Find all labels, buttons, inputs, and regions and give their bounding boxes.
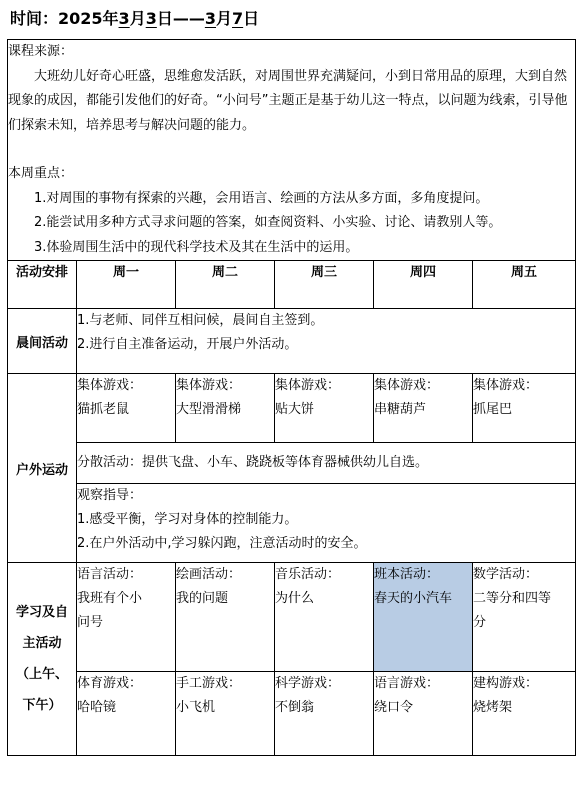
observe-cell	[77, 484, 576, 563]
focus-title: 本周重点：	[8, 166, 74, 181]
activity-title: 科学游戏：	[275, 676, 341, 691]
activity-title: 数学活动：	[473, 567, 539, 582]
outdoor-games-row	[8, 374, 576, 443]
learning-row-2	[8, 672, 576, 756]
game-name: 猫抓老鼠	[77, 402, 130, 417]
start-month: 3	[118, 9, 130, 28]
date-line	[10, 6, 259, 29]
game-name: 大型滑滑梯	[176, 402, 242, 417]
observe-item: 1.感受平衡，学习对身体的控制能力。	[77, 512, 298, 527]
observe-title: 观察指导：	[77, 488, 143, 503]
activity-name: 问号	[77, 615, 104, 630]
game-name: 串糖葫芦	[374, 402, 427, 417]
morning-line: 1.与老师、同伴互相问候，晨间自主签到。	[77, 313, 324, 328]
end-day: 7	[232, 9, 244, 28]
source-title: 课程来源：	[8, 44, 74, 59]
activity-title: 体育游戏：	[77, 676, 143, 691]
activity-cell	[77, 672, 176, 756]
observe-item: 2.在户外活动中,学习躲闪跑，注意活动时的安全。	[77, 536, 367, 551]
outdoor-label: 户外运动	[8, 374, 77, 563]
activity-title: 语言游戏：	[374, 676, 440, 691]
activity-title: 语言活动：	[77, 567, 143, 582]
activity-name: 为什么	[275, 591, 315, 606]
activity-cell-highlighted	[374, 563, 473, 672]
game-name: 抓尾巴	[473, 402, 513, 417]
activity-name: 二等分和四等	[473, 591, 552, 606]
morning-content	[77, 309, 576, 374]
activity-name: 烧烤架	[473, 700, 513, 715]
header-row	[8, 261, 576, 309]
day-char-2: 日	[243, 9, 260, 28]
outdoor-scattered-row	[8, 443, 576, 484]
activity-cell	[275, 563, 374, 672]
activity-cell	[473, 563, 576, 672]
header-label: 活动安排	[8, 261, 77, 309]
game-title: 集体游戏：	[176, 378, 242, 393]
header-day: 周三	[275, 261, 374, 309]
activity-cell	[473, 672, 576, 756]
outdoor-game-cell	[77, 374, 176, 443]
activity-cell	[176, 672, 275, 756]
weekly-plan-table	[7, 39, 576, 756]
intro-row	[8, 40, 576, 261]
month-char-2: 月	[216, 9, 233, 28]
activity-name: 春天的小汽车	[374, 591, 453, 606]
activity-cell	[374, 672, 473, 756]
morning-row	[8, 309, 576, 374]
activity-name: 绕口令	[374, 700, 414, 715]
activity-title: 手工游戏：	[176, 676, 242, 691]
outdoor-observe-row	[8, 484, 576, 563]
date-label: 时间：2025年	[10, 9, 119, 28]
month-char: 月	[129, 9, 146, 28]
focus-item: 3.体验周围生活中的现代科学技术及其在生活中的运用。	[34, 239, 359, 255]
activity-title: 班本活动：	[374, 567, 440, 582]
game-title: 集体游戏：	[374, 378, 440, 393]
header-day: 周五	[473, 261, 576, 309]
learning-label-line: 学习及自	[15, 605, 68, 620]
focus-item: 1.对周围的事物有探索的兴趣，会用语言、绘画的方法从多方面，多角度提问。	[34, 190, 489, 206]
outdoor-game-cell	[374, 374, 473, 443]
activity-name: 我班有个小	[77, 591, 143, 606]
activity-name: 小飞机	[176, 700, 216, 715]
game-title: 集体游戏：	[275, 378, 341, 393]
learning-label-line: 下午）	[22, 698, 62, 713]
intro-cell	[8, 40, 576, 261]
source-text: 大班幼儿好奇心旺盛，思维愈发活跃，对周围世界充满疑问，小到日常用品的原理，大到自然现象的成因，都能引发他们的好奇。“小问号”主题正是基于幼儿这一特点，以问题为线索，引导他们探索未知，培养思考与解决问题的能力。	[8, 68, 568, 133]
day-char: 日	[156, 9, 173, 28]
learning-label-line: 主活动	[22, 636, 62, 651]
morning-label: 晨间活动	[8, 309, 77, 374]
activity-name: 分	[473, 615, 487, 630]
activity-name: 不倒翁	[275, 700, 315, 715]
header-day: 周一	[77, 261, 176, 309]
activity-name: 我的问题	[176, 591, 229, 606]
activity-cell	[176, 563, 275, 672]
morning-line: 2.进行自主准备运动，开展户外活动。	[77, 337, 298, 352]
header-day: 周四	[374, 261, 473, 309]
activity-title: 建构游戏：	[473, 676, 539, 691]
game-name: 贴大饼	[275, 402, 315, 417]
game-title: 集体游戏：	[473, 378, 539, 393]
activity-cell	[77, 563, 176, 672]
outdoor-game-cell	[473, 374, 576, 443]
start-day: 3	[145, 9, 157, 28]
activity-title: 音乐活动：	[275, 567, 341, 582]
scattered-activity: 分散活动：提供飞盘、小车、跷跷板等体育器械供幼儿自选。	[77, 443, 576, 484]
activity-name: 哈哈镜	[77, 700, 117, 715]
learning-label	[8, 563, 77, 756]
end-month: 3	[204, 9, 216, 28]
outdoor-game-cell	[176, 374, 275, 443]
activity-title: 绘画活动：	[176, 567, 242, 582]
activity-cell	[275, 672, 374, 756]
date-dash: ——	[172, 9, 205, 28]
focus-item: 2.能尝试用多种方式寻求问题的答案，如查阅资料、小实验、讨论、请教别人等。	[34, 215, 502, 230]
game-title: 集体游戏：	[77, 378, 143, 393]
learning-label-line: （上午、	[15, 667, 68, 682]
learning-row-1	[8, 563, 576, 672]
outdoor-game-cell	[275, 374, 374, 443]
header-day: 周二	[176, 261, 275, 309]
